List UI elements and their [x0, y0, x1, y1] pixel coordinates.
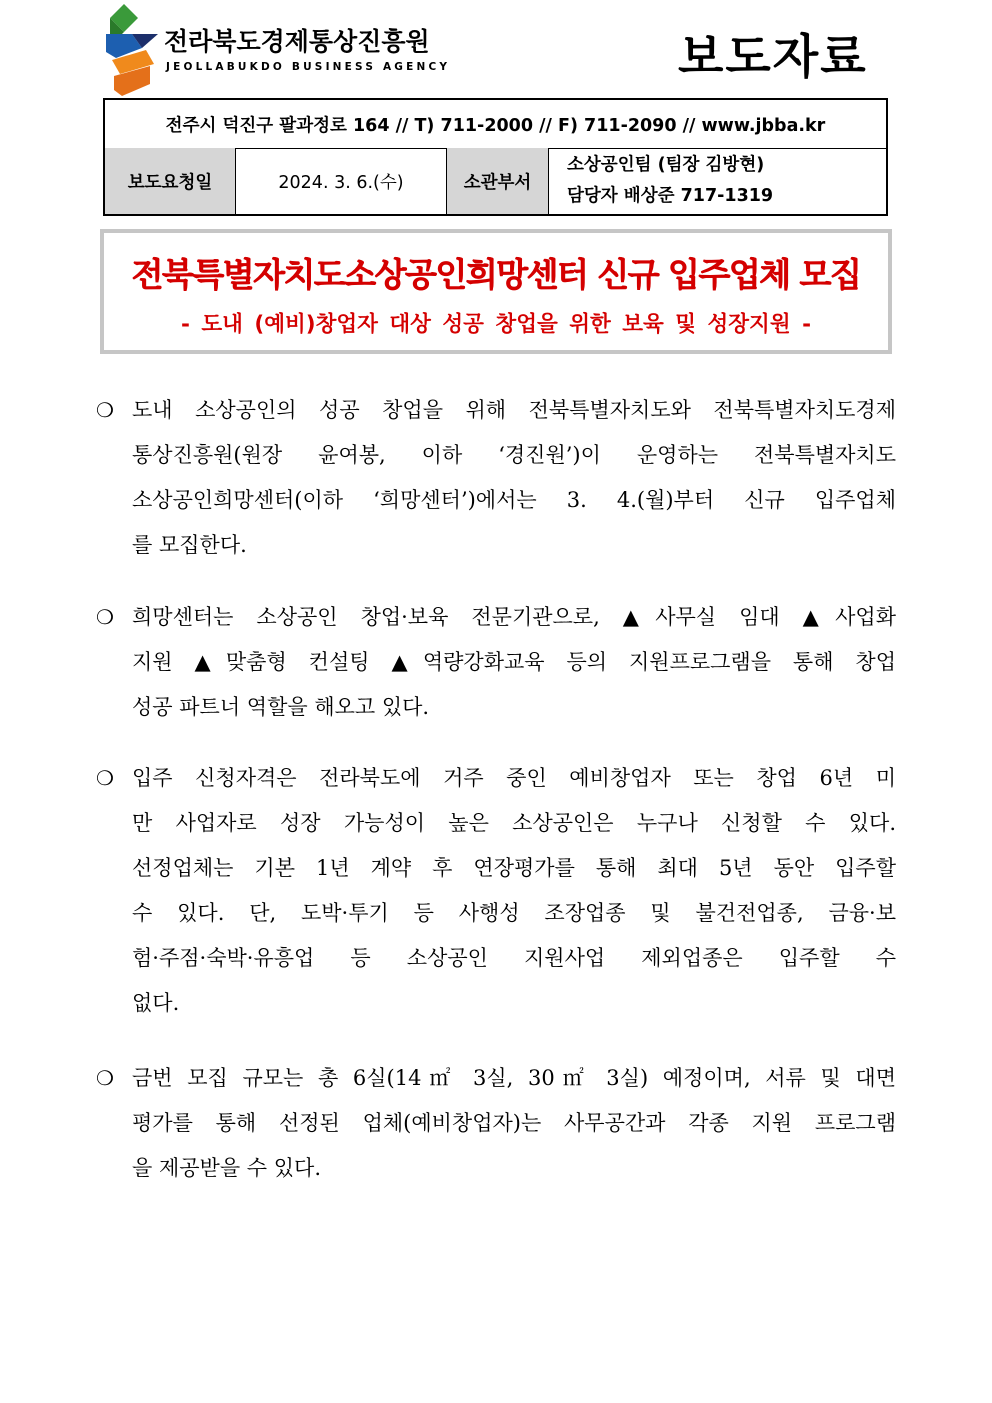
paragraph-line: 만 사업자로 성장 가능성이 높은 소상공인은 누구나 신청할 수 있다. — [132, 811, 896, 835]
paragraph-line: 선정업체는 기본 1년 계약 후 연장평가를 통해 최대 5년 동안 입주할 — [132, 856, 896, 880]
headline-subtitle: - 도내 (예비)창업자 대상 성공 창업을 위한 보육 및 성장지원 - — [180, 312, 812, 337]
paragraph-line: 없다. — [132, 991, 180, 1015]
bullet-icon: ❍ — [96, 605, 114, 629]
paragraph-line: 성공 파트너 역할을 해오고 있다. — [132, 695, 430, 719]
org-name-en: JEOLLABUKDO BUSINESS AGENCY — [166, 61, 451, 73]
department-team: 소상공인팀 (팀장 김방현) — [567, 155, 765, 175]
paragraph-line: 소상공인희망센터(이하 ‘희망센터’)에서는 3. 4.(월)부터 신규 입주업체 — [132, 488, 896, 512]
body-paragraph-1 — [96, 388, 896, 568]
address-line: 전주시 덕진구 팔과정로 164 // T) 711-2000 // F) 711-2090 // www.jbba.kr — [105, 100, 886, 149]
body-paragraph-3 — [96, 756, 896, 1026]
org-name: 전라북도경제통상진흥원 — [164, 27, 430, 56]
paragraph-line: 험·주점·숙박·유흥업 등 소상공인 지원사업 제외업종은 입주할 수 — [132, 946, 896, 970]
department-label: 소관부서 — [447, 148, 549, 214]
paragraph-line: 도내 소상공인의 성공 창업을 위해 전북특별자치도와 전북특별자치도경제 — [132, 398, 896, 422]
bullet-icon: ❍ — [96, 766, 114, 790]
paragraph-line: 금번 모집 규모는 총 6실(14㎡ 3실, 30㎡ 3실) 예정이며, 서류 및 대면 — [132, 1066, 896, 1090]
agency-logo-mark-icon — [106, 4, 158, 96]
department-info — [549, 148, 886, 214]
doc-type-title: 보도자료 — [678, 30, 868, 85]
agency-logo — [106, 4, 451, 96]
info-table — [103, 98, 888, 216]
request-date: 2024. 3. 6.(수) — [236, 148, 447, 214]
paragraph-line: 입주 신청자격은 전라북도에 거주 중인 예비창업자 또는 창업 6년 미 — [132, 766, 896, 790]
body-paragraph-4 — [96, 1056, 896, 1191]
bullet-icon: ❍ — [96, 1066, 114, 1090]
bullet-icon: ❍ — [96, 398, 114, 422]
headline-title: 전북특별자치도소상공인희망센터 신규 입주업체 모집 — [131, 255, 861, 294]
body-paragraph-2 — [96, 595, 896, 730]
paragraph-line: 지원 ▲맞춤형 컨설팅 ▲역량강화교육 등의 지원프로그램을 통해 창업 — [132, 650, 896, 674]
paragraph-line: 희망센터는 소상공인 창업·보육 전문기관으로, ▲사무실 임대 ▲사업화 — [132, 605, 896, 629]
paragraph-line: 을 제공받을 수 있다. — [132, 1156, 321, 1180]
paragraph-line: 평가를 통해 선정된 업체(예비창업자)는 사무공간과 각종 지원 프로그램 — [132, 1111, 896, 1135]
request-date-label: 보도요청일 — [105, 148, 236, 214]
headline-box — [100, 229, 892, 354]
paragraph-line: 수 있다. 단, 도박·투기 등 사행성 조장업종 및 불건전업종, 금융·보 — [132, 901, 896, 925]
paragraph-line: 통상진흥원(원장 윤여봉, 이하 ‘경진원’)이 운영하는 전북특별자치도 — [132, 443, 896, 467]
paragraph-line: 를 모집한다. — [132, 533, 247, 557]
department-contact: 담당자 배상준 717-1319 — [567, 186, 774, 206]
